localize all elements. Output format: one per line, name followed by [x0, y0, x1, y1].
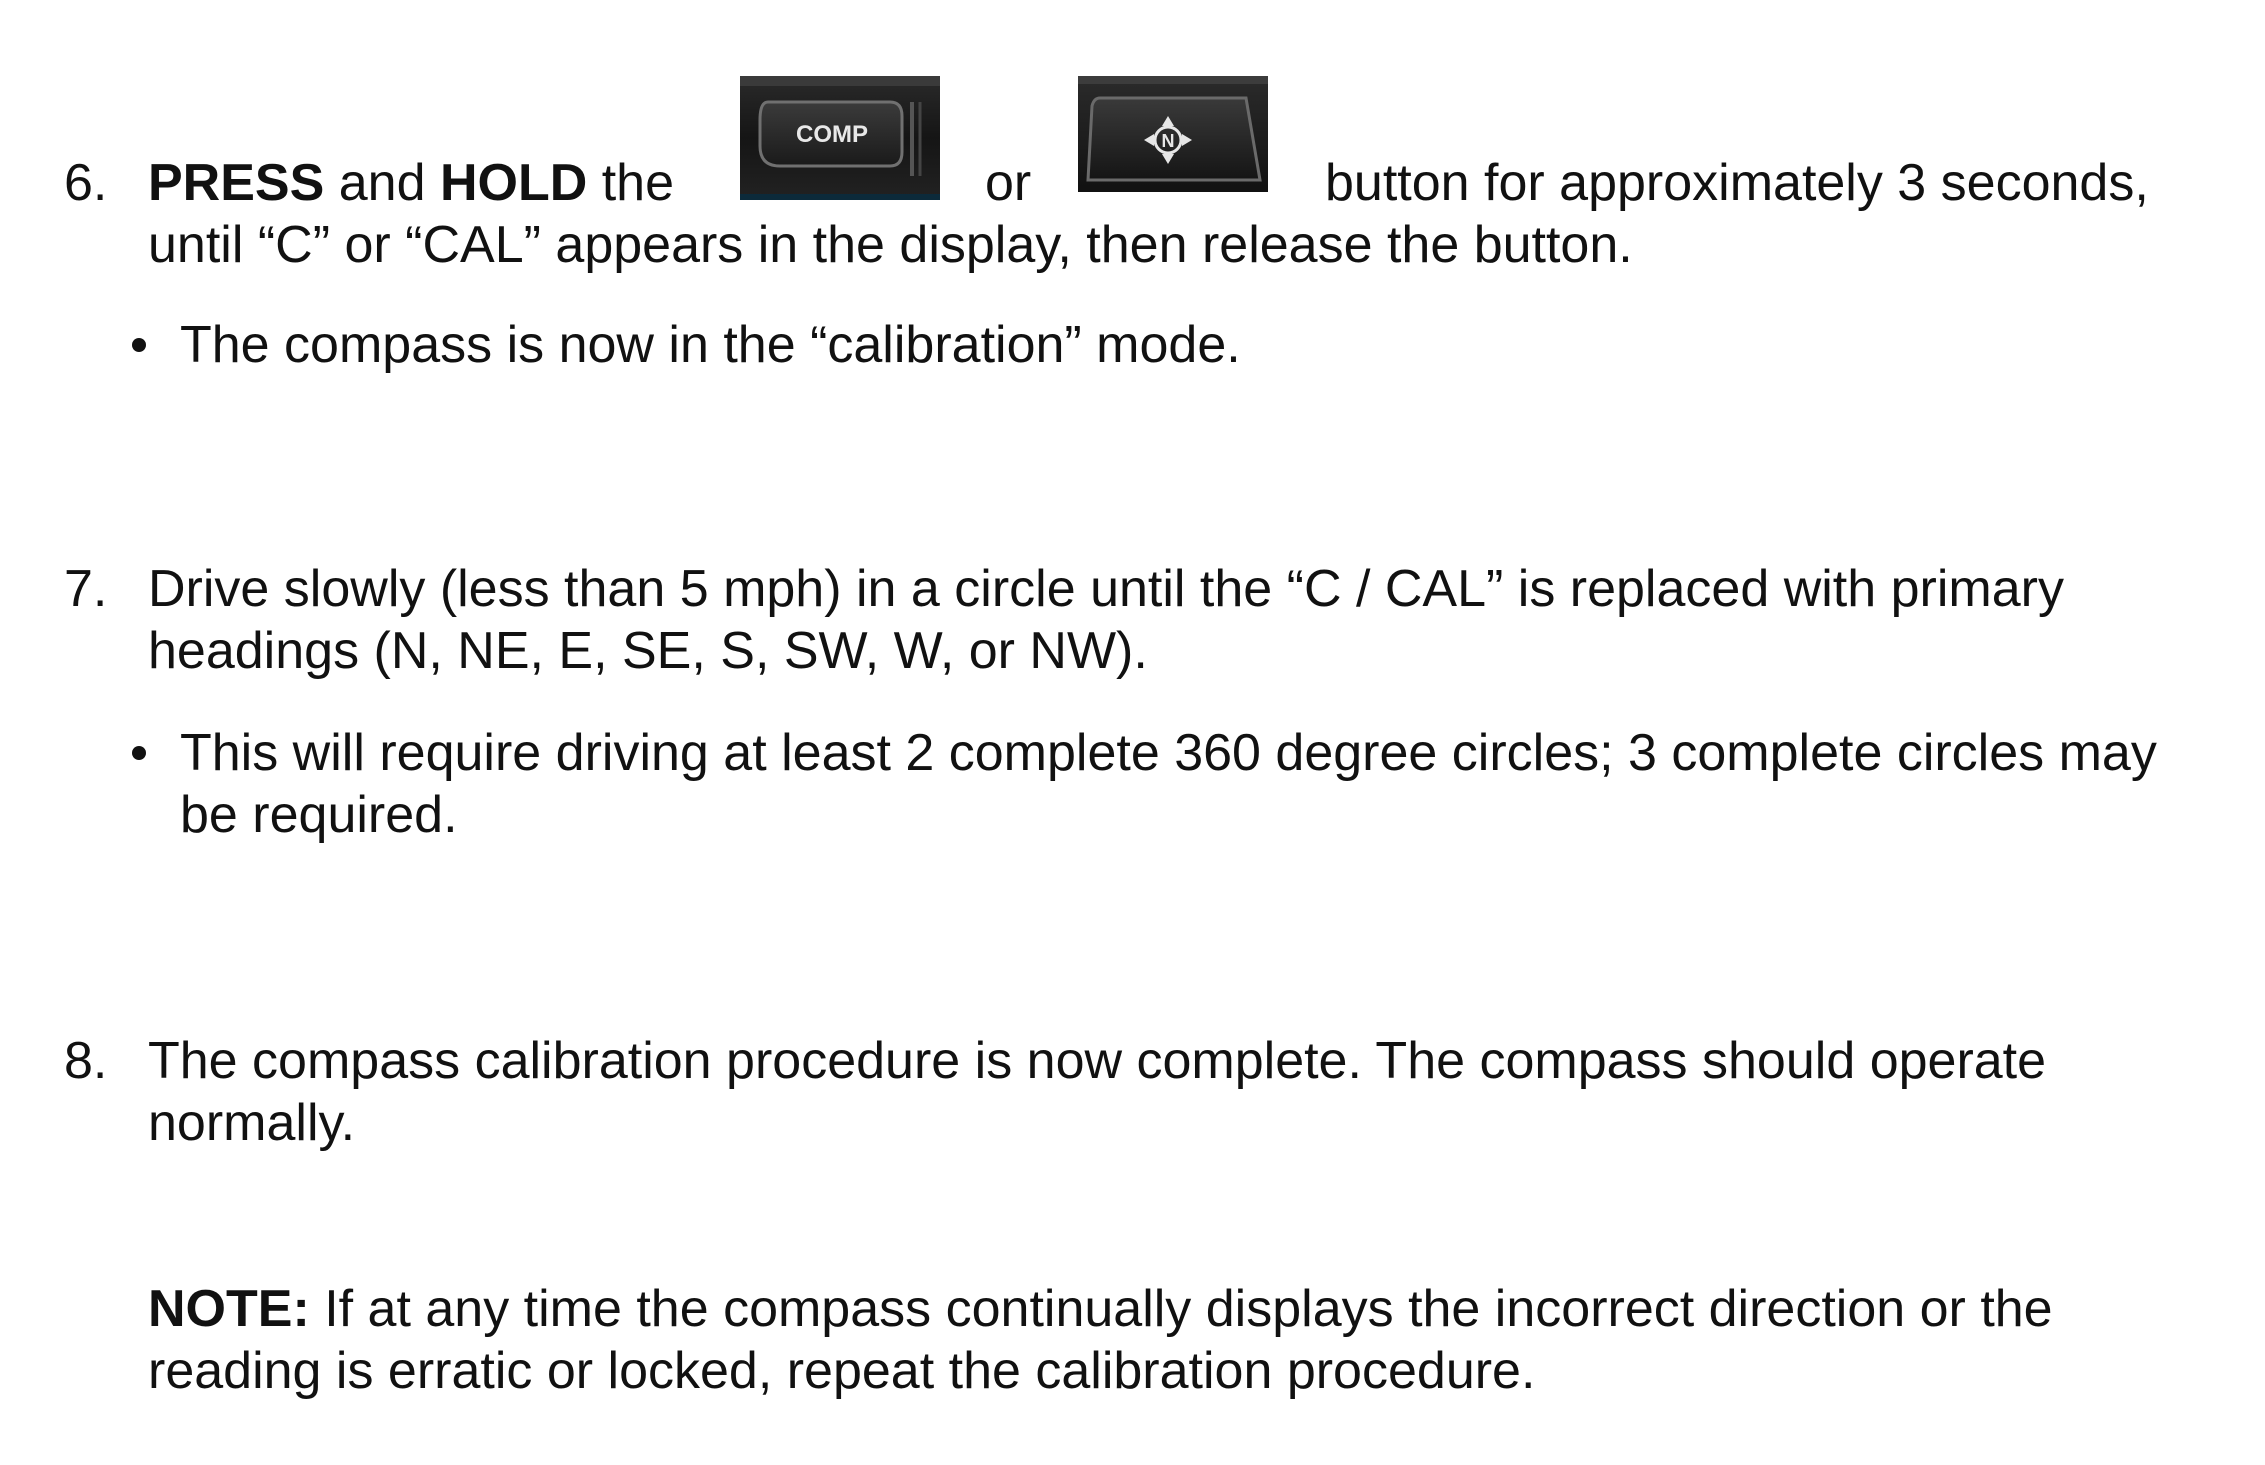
step-8-line-1: The compass calibration procedure is now complete. The compass should operate: [148, 1032, 2047, 1090]
comp-label: COMP: [796, 121, 868, 148]
step-7-bullet-line-1: This will require driving at least 2 complete 360 degree circles; 3 complete circles may: [180, 724, 2157, 782]
step-6-line-1a: [148, 152, 674, 214]
step-6-bullet: The compass is now in the “calibration” mode.: [180, 316, 1241, 374]
step-6-the: the: [587, 154, 675, 212]
step-6-and: and: [324, 154, 440, 212]
bullet-dot: [132, 338, 146, 352]
step-number: 6.: [64, 154, 108, 212]
note-text-1: If at any time the compass continually displays the incorrect direction or the: [309, 1280, 2053, 1338]
note-line-1: [148, 1278, 2053, 1340]
bullet-dot: [132, 746, 146, 760]
press-bold: PRESS: [148, 154, 325, 212]
step-number: 8.: [64, 1032, 108, 1090]
note-line-2: reading is erratic or locked, repeat the calibration procedure.: [148, 1342, 1536, 1400]
compass-button-icon: [1078, 76, 1268, 192]
compass-n-letter: N: [1161, 131, 1175, 151]
step-6-line-2: until “C” or “CAL” appears in the display, then release the button.: [148, 216, 1633, 274]
step-8-line-2: normally.: [148, 1094, 356, 1152]
note-label: NOTE:: [148, 1280, 310, 1338]
step-7-line-2: headings (N, NE, E, SE, S, SW, W, or NW).: [148, 622, 1148, 680]
step-6-line-1c: button for approximately 3 seconds,: [1325, 154, 2149, 212]
comp-button-icon: [740, 76, 940, 200]
step-7-line-1: Drive slowly (less than 5 mph) in a circle until the “C / CAL” is replaced with primary: [148, 560, 2064, 618]
hold-bold: HOLD: [439, 154, 588, 212]
step-7-bullet-line-2: be required.: [180, 786, 458, 844]
or-text: or: [985, 154, 1032, 212]
step-number: 7.: [64, 560, 108, 618]
